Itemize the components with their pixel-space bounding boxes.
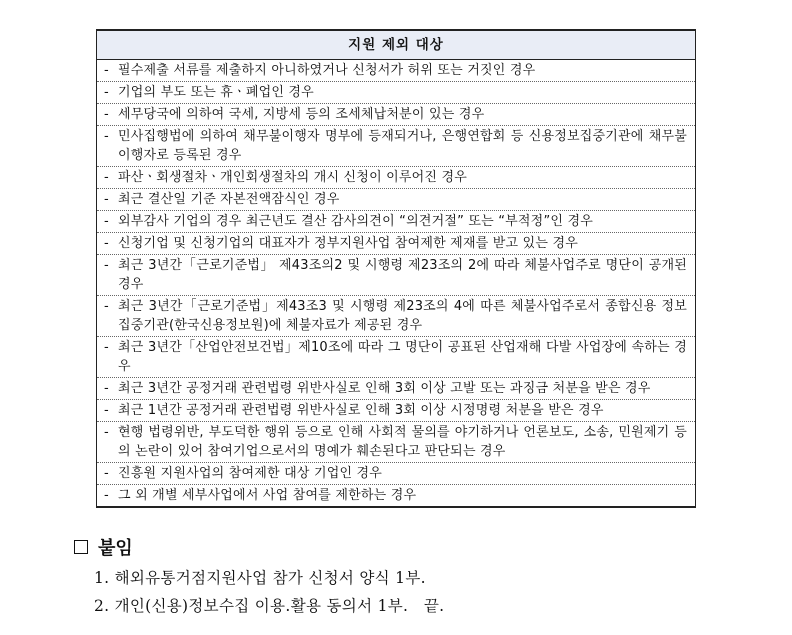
table-row bbox=[97, 296, 695, 337]
row-text: 외부감사 기업의 경우 최근년도 결산 감사의견이 “의견거절” 또는 “부적정”인 경우 bbox=[118, 214, 593, 229]
table-row bbox=[97, 255, 695, 296]
checkbox-square-icon bbox=[74, 540, 88, 554]
row-text: 세무당국에 의하여 국세, 지방세 등의 조세체납처분이 있는 경우 bbox=[118, 107, 485, 122]
table-row bbox=[97, 485, 695, 506]
attachment-item-1: 1. 해외유통거점지원사업 참가 신청서 양식 1부. bbox=[94, 569, 426, 587]
attachment-item-2: 2. 개인(신용)정보수집 이용․활용 동의서 1부. 끝. bbox=[94, 597, 445, 615]
row-bullet: - bbox=[104, 488, 109, 503]
table-row bbox=[97, 233, 695, 255]
row-bullet: - bbox=[104, 63, 109, 78]
table-row bbox=[97, 400, 695, 422]
row-text: 파산ㆍ회생절차ㆍ개인회생절차의 개시 신청이 이루어진 경우 bbox=[118, 170, 468, 185]
table-row bbox=[97, 60, 695, 82]
attachments-heading bbox=[74, 534, 133, 560]
row-text: 그 외 개별 세부사업에서 사업 참여를 제한하는 경우 bbox=[118, 488, 417, 503]
table-row bbox=[97, 189, 695, 211]
row-text: 진흥원 지원사업의 참여제한 대상 기업인 경우 bbox=[118, 466, 383, 481]
row-bullet: - bbox=[104, 129, 109, 144]
row-text: 민사집행법에 의하여 채무불이행자 명부에 등재되거나, 은행연합회 등 신용정보집중기관에 채무불이행자로 등록된 경우 bbox=[118, 129, 687, 163]
table-rows bbox=[97, 60, 695, 506]
table-row bbox=[97, 378, 695, 400]
row-bullet: - bbox=[104, 466, 109, 481]
row-bullet: - bbox=[104, 299, 109, 314]
attachments-list bbox=[94, 564, 444, 620]
row-text: 최근 3년간「산업안전보건법」제10조에 따라 그 명단이 공표된 산업재해 다발 사업장에 속하는 경우 bbox=[118, 340, 687, 374]
row-bullet: - bbox=[104, 381, 109, 396]
row-text: 최근 3년간「근로기준법」제43조3 및 시행령 제23조의 4에 따른 체불사업주로서 종합신용 정보집중기관(한국신용정보원)에 체불자료가 제공된 경우 bbox=[118, 299, 687, 333]
row-text: 신청기업 및 신청기업의 대표자가 정부지원사업 참여제한 제재를 받고 있는 경우 bbox=[118, 236, 579, 251]
row-text: 필수제출 서류를 제출하지 아니하였거나 신청서가 허위 또는 거짓인 경우 bbox=[118, 63, 536, 78]
row-bullet: - bbox=[104, 170, 109, 185]
table-row bbox=[97, 167, 695, 189]
row-text: 현행 법령위반, 부도덕한 행위 등으로 인해 사회적 물의를 야기하거나 언론보도, 소송, 민원제기 등의 논란이 있어 참여기업으로서의 명예가 훼손된다고 판단되는 경우 bbox=[118, 425, 687, 459]
table-row bbox=[97, 422, 695, 463]
table-row bbox=[97, 211, 695, 233]
row-text: 최근 1년간 공정거래 관련법령 위반사실로 인해 3회 이상 시정명령 처분을 받은 경우 bbox=[118, 403, 604, 418]
row-text: 기업의 부도 또는 휴ㆍ폐업인 경우 bbox=[118, 85, 314, 100]
table-row bbox=[97, 126, 695, 167]
table-row bbox=[97, 82, 695, 104]
row-bullet: - bbox=[104, 214, 109, 229]
row-bullet: - bbox=[104, 258, 109, 273]
row-bullet: - bbox=[104, 85, 109, 100]
row-text: 최근 결산일 기준 자본전액잠식인 경우 bbox=[118, 192, 340, 207]
table-row bbox=[97, 104, 695, 126]
row-bullet: - bbox=[104, 192, 109, 207]
row-bullet: - bbox=[104, 107, 109, 122]
table-header: 지원 제외 대상 bbox=[97, 31, 695, 60]
row-bullet: - bbox=[104, 403, 109, 418]
row-bullet: - bbox=[104, 425, 109, 440]
table-row bbox=[97, 337, 695, 378]
attachments-title: 붙임 bbox=[98, 538, 133, 559]
row-bullet: - bbox=[104, 236, 109, 251]
row-text: 최근 3년간 공정거래 관련법령 위반사실로 인해 3회 이상 고발 또는 과징금 처분을 받은 경우 bbox=[118, 381, 651, 396]
row-text: 최근 3년간「근로기준법」 제43조의2 및 시행령 제23조의 2에 따라 체불사업주로 명단이 공개된 경우 bbox=[118, 258, 687, 292]
exclusion-table bbox=[96, 29, 696, 508]
row-bullet: - bbox=[104, 340, 109, 355]
table-row bbox=[97, 463, 695, 485]
